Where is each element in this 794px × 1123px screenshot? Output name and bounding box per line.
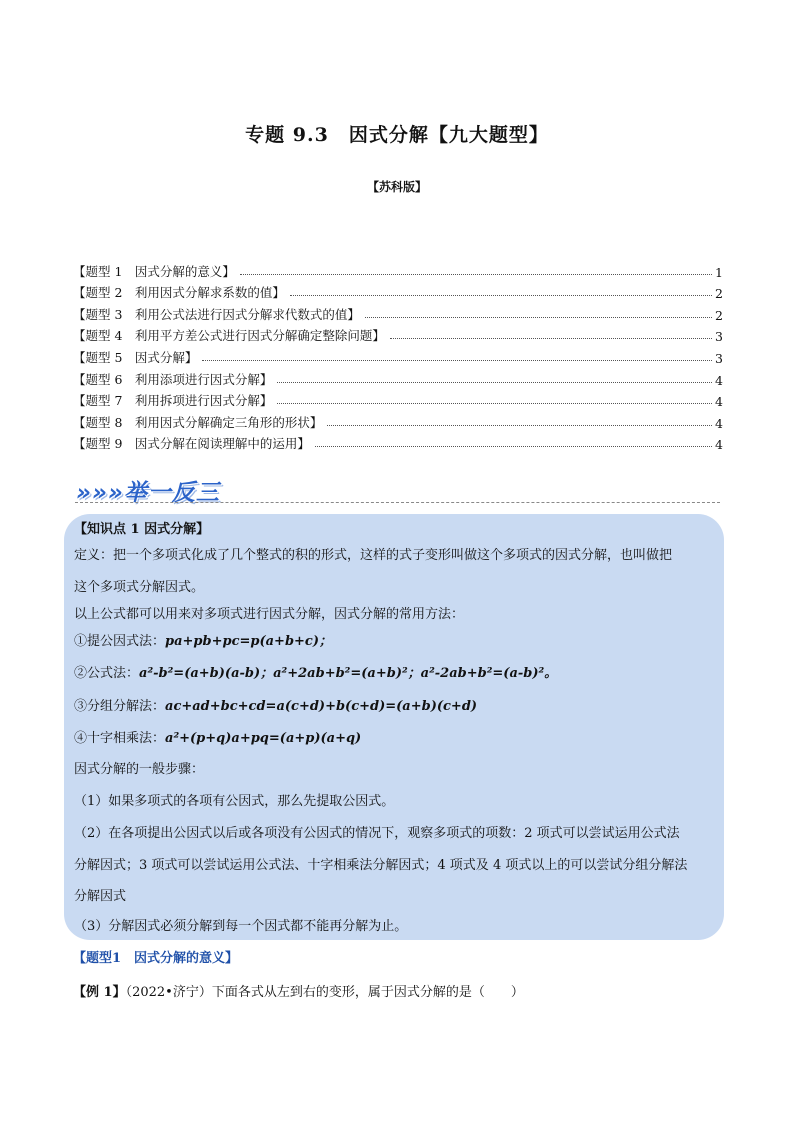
toc-item-label: 【题型 3 利用公式法进行因式分解求代数式的值】 <box>73 306 360 322</box>
toc-page-number: 1 <box>715 264 723 280</box>
edition-subtitle: 【苏科版】 <box>366 180 427 194</box>
toc-page-number: 4 <box>715 394 723 410</box>
method-2-formula: a²-b²=(a+b)(a-b)；a²+2ab+b²=(a+b)²；a²-2ab+b²=(a-b)²。 <box>139 666 558 681</box>
step-2-line-3: 分解因式 <box>74 889 127 904</box>
table-of-contents <box>73 258 723 452</box>
method-2 <box>74 662 557 681</box>
toc-item-9[interactable] <box>73 431 723 453</box>
method-3-formula: ac+ad+bc+cd=a(c+d)+b(c+d)=(a+b)(c+d) <box>165 699 478 714</box>
method-1-label: ①提公因式法： <box>74 634 166 649</box>
example-text: （2022•济宁）下面各式从左到右的变形，属于因式分解的是（ ） <box>125 985 524 1000</box>
toc-item-label: 【题型 9 因式分解在阅读理解中的运用】 <box>73 436 310 452</box>
toc-item-label: 【题型 8 利用因式分解确定三角形的形状】 <box>73 414 323 430</box>
toc-leader-dots <box>290 295 712 296</box>
toc-item-label: 【题型 1 因式分解的意义】 <box>73 263 235 279</box>
toc-item-label: 【题型 7 利用拆项进行因式分解】 <box>73 393 273 409</box>
toc-page-number: 3 <box>715 350 723 366</box>
toc-item-1[interactable] <box>73 258 723 280</box>
toc-item-label: 【题型 4 利用平方差公式进行因式分解确定整除问题】 <box>73 328 385 344</box>
step-2-line-1: （2）在各项提出公因式以后或各项没有公因式的情况下，观察多项式的项数：2 项式可以尝试运用公式法 <box>74 826 680 841</box>
question-type-title: 【题型1 因式分解的意义】 <box>73 951 239 966</box>
method-3 <box>74 695 477 714</box>
toc-leader-dots <box>202 360 712 361</box>
banner-text: »»»举一反三 <box>76 480 220 506</box>
toc-page-number: 3 <box>715 329 723 345</box>
method-4-label: ④十字相乘法： <box>74 731 166 746</box>
step-3: （3）分解因式必须分解到每一个因式都不能再分解为止。 <box>74 919 408 934</box>
toc-page-number: 2 <box>715 307 723 323</box>
step-1: （1）如果多项式的各项有公因式，那么先提取公因式。 <box>74 794 395 809</box>
knowledge-heading: 【知识点 1 因式分解】 <box>74 522 210 537</box>
step-2-line-2: 分解因式；3 项式可以尝试运用公式法、十字相乘法分解因式；4 项式及 4 项式以上的可以尝试分组分解法 <box>74 858 688 873</box>
toc-item-2[interactable] <box>73 280 723 302</box>
toc-leader-dots <box>277 403 712 404</box>
toc-item-5[interactable] <box>73 344 723 366</box>
example-tag: 【例 1】 <box>73 985 126 1000</box>
toc-page-number: 4 <box>715 437 723 453</box>
toc-item-8[interactable] <box>73 409 723 431</box>
toc-leader-dots <box>277 382 712 383</box>
method-2-label: ②公式法： <box>74 666 140 681</box>
knowledge-box <box>64 514 724 940</box>
method-1 <box>74 630 332 649</box>
toc-item-label: 【题型 5 因式分解】 <box>73 349 198 365</box>
toc-item-3[interactable] <box>73 301 723 323</box>
toc-leader-dots <box>315 446 712 447</box>
toc-item-7[interactable] <box>73 388 723 410</box>
toc-item-label: 【题型 2 利用因式分解求系数的值】 <box>73 285 285 301</box>
toc-page-number: 4 <box>715 415 723 431</box>
toc-page-number: 2 <box>715 286 723 302</box>
method-4 <box>74 727 361 746</box>
toc-leader-dots <box>240 274 712 275</box>
toc-item-label: 【题型 6 利用添项进行因式分解】 <box>73 371 273 387</box>
toc-leader-dots <box>365 317 712 318</box>
method-4-formula: a²+(p+q)a+pq=(a+p)(a+q) <box>165 731 362 746</box>
banner-divider <box>75 502 720 503</box>
method-1-formula: pa+pb+pc=p(a+b+c)； <box>165 634 332 649</box>
toc-page-number: 4 <box>715 372 723 388</box>
page-title: 专题 9.3 因式分解【九大题型】 <box>245 124 549 146</box>
definition-line-2: 这个多项式分解因式。 <box>74 580 205 595</box>
methods-intro: 以上公式都可以用来对多项式进行因式分解，因式分解的常用方法： <box>74 607 465 622</box>
toc-item-4[interactable] <box>73 323 723 345</box>
example-1 <box>73 981 524 1000</box>
method-3-label: ③分组分解法： <box>74 699 166 714</box>
toc-leader-dots <box>327 425 712 426</box>
toc-leader-dots <box>390 338 712 339</box>
toc-item-6[interactable] <box>73 366 723 388</box>
definition-line-1: 定义：把一个多项式化成了几个整式的积的形式，这样的式子变形叫做这个多项式的因式分解，也叫做把 <box>74 548 673 563</box>
steps-title: 因式分解的一般步骤： <box>74 762 205 777</box>
